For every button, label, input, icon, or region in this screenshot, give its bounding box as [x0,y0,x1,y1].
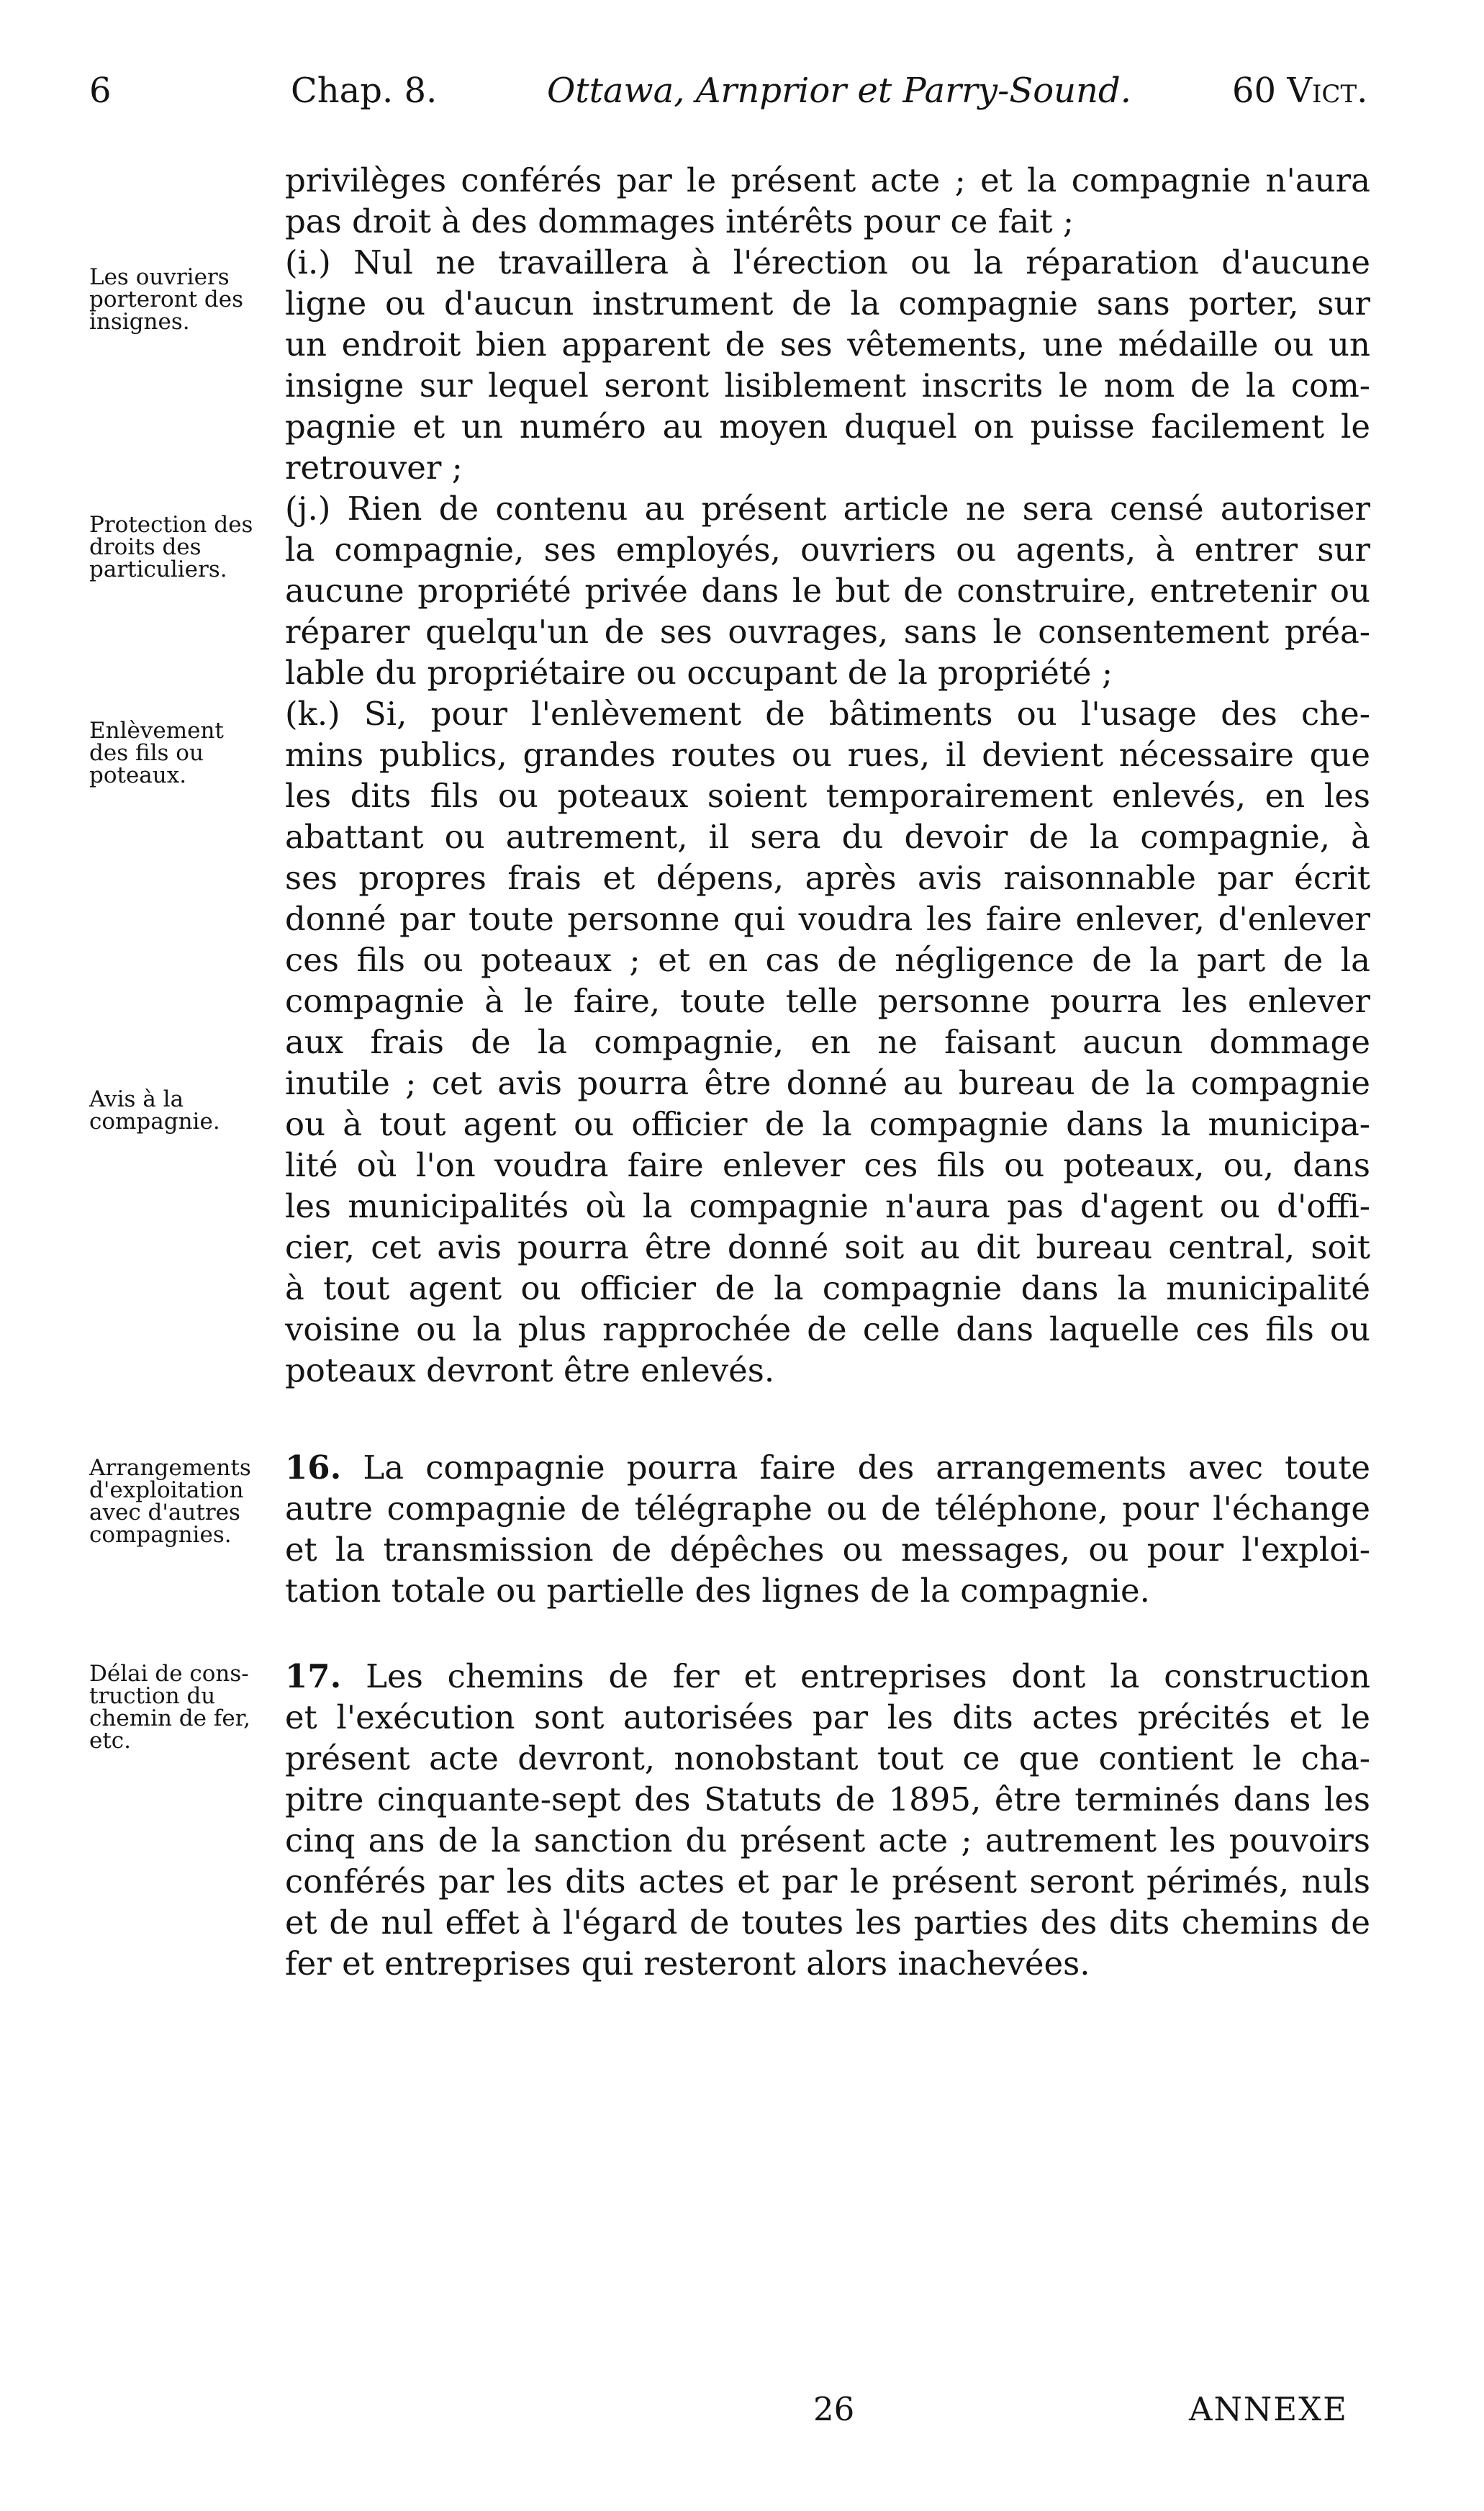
body-line: privilèges conférés par le présent acte ; et la compagnie n'aura [285,161,1370,199]
body-line: insigne sur lequel seront lisiblement inscrits le nom de la com- [285,366,1370,405]
margin-note-avis [89,1088,305,1133]
body-line: ces fils ou poteaux ; et en cas de négligence de la part de la [285,941,1370,979]
margin-note-line: Enlèvement [89,718,224,744]
margin-note-line: Les ouvriers [89,264,230,290]
section-number: 16. [285,1448,342,1487]
body-line [285,1656,1370,1697]
body-line: mins publics, grandes routes ou rues, il devient nécessaire que [285,736,1370,774]
body-line: aucune propriété privée dans le but de construire, entretenir ou [285,572,1370,610]
signature-number: 26 [813,2390,855,2428]
annexe-label: ANNEXE [1189,2390,1348,2428]
body-line: pas droit à des dommages intérêts pour ce fait ; [285,202,1074,240]
margin-note-line: compagnie. [89,1109,220,1135]
margin-note-line: Avis à la [89,1086,184,1112]
margin-note-protection [89,514,305,581]
body-line: poteaux devront être enlevés. [285,1351,775,1389]
body-line: lable du propriétaire ou occupant de la propriété ; [285,654,1113,692]
section-16 [285,1447,1370,1611]
margin-note-line: avec d'autres [89,1500,240,1525]
body-line: réparer quelqu'un de ses ouvrages, sans le consentement préa- [285,613,1370,651]
body-line: la compagnie, ses employés, ouvriers ou agents, à entrer sur [285,531,1370,569]
margin-note-line: chemin de fer, [89,1705,250,1731]
body-line: (i.) Nul ne travaillera à l'érection ou la réparation d'aucune [285,243,1370,281]
margin-note-line: etc. [89,1728,132,1754]
body-line: les dits fils ou poteaux soient temporairement enlevés, en les [285,777,1370,815]
body-text: Les chemins de fer et entreprises dont la construction [341,1657,1370,1695]
margin-note-line: Arrangements [89,1455,251,1481]
margin-note-line: poteaux. [89,762,187,788]
margin-note-line: des fils ou [89,740,204,766]
body-line: (k.) Si, pour l'enlèvement de bâtiments ou l'usage des che- [285,695,1370,733]
regnal-year: 60 Vict. [1232,71,1368,111]
margin-note-insignes [89,266,305,333]
body-line: donné par toute personne qui voudra les faire enlever, d'enlever [285,900,1370,938]
body-line: ou à tout agent ou officier de la compagnie dans la municipa- [285,1105,1370,1143]
running-title: Ottawa, Arnprior et Parry-Sound. [547,71,1131,111]
body-paragraphs-ijk [285,160,1370,1391]
body-line: fer et entreprises qui resteront alors inachevées. [285,1944,1090,1983]
body-line: abattant ou autrement, il sera du devoir de la compagnie, à [285,818,1370,856]
margin-note-line: droits des [89,534,202,560]
body-line: voisine ou la plus rapprochée de celle dans laquelle ces fils ou [285,1310,1370,1348]
body-line: et la transmission de dépêches ou messages, ou pour l'exploi- [285,1531,1370,1569]
page-number: 6 [89,71,112,111]
margin-note-enlevement [89,720,305,787]
body-line: cinq ans de la sanction du présent acte ; autrement les pouvoirs [285,1821,1370,1859]
margin-note-line: Délai de cons- [89,1661,249,1687]
margin-note-line: compagnies. [89,1522,232,1548]
margin-note-line: d'exploitation [89,1477,244,1503]
body-line: conférés par les dits actes et par le présent seront périmés, nuls [285,1862,1370,1901]
body-line: autre compagnie de télégraphe ou de téléphone, pour l'échange [285,1489,1370,1528]
margin-note-delai [89,1663,305,1752]
margin-note-arrangements [89,1457,305,1546]
section-number: 17. [285,1657,342,1695]
chapter-label: Chap. 8. [291,71,438,111]
body-line: cier, cet avis pourra être donné soit au dit bureau central, soit [285,1228,1370,1266]
body-line: lité où l'on voudra faire enlever ces fils ou poteaux, ou, dans [285,1146,1370,1184]
margin-note-line: insignes. [89,309,190,335]
body-line: tation totale ou partielle des lignes de la compagnie. [285,1572,1150,1610]
body-line: inutile ; cet avis pourra être donné au bureau de la compagnie [285,1064,1370,1102]
body-line: à tout agent ou officier de la compagnie dans la municipalité [285,1269,1370,1307]
body-line: compagnie à le faire, toute telle personne pourra les enlever [285,982,1370,1020]
body-text: La compagnie pourra faire des arrangements avec toute [341,1448,1370,1487]
body-line: un endroit bien apparent de ses vêtements, une médaille ou un [285,325,1370,364]
margin-note-line: truction du [89,1683,216,1709]
body-line: ses propres frais et dépens, après avis raisonnable par écrit [285,859,1370,897]
body-line: et l'exécution sont autorisées par les dits actes précités et le [285,1698,1370,1736]
body-line: les municipalités où la compagnie n'aura pas d'agent ou d'offi- [285,1187,1370,1225]
body-line: présent acte devront, nonobstant tout ce que contient le cha- [285,1739,1370,1777]
margin-note-line: Protection des [89,512,253,538]
body-line: pitre cinquante-sept des Statuts de 1895, être terminés dans les [285,1780,1370,1818]
section-17 [285,1656,1370,1984]
margin-note-line: porteront des [89,287,243,312]
body-line: retrouver ; [285,448,463,487]
body-line [285,1447,1370,1488]
body-line: pagnie et un numéro au moyen duquel on puisse facilement le [285,407,1370,446]
body-line: (j.) Rien de contenu au présent article ne sera censé autoriser [285,490,1370,528]
margin-note-line: particuliers. [89,556,227,582]
body-line: aux frais de la compagnie, en ne faisant aucun dommage [285,1023,1370,1061]
body-line: ligne ou d'aucun instrument de la compagnie sans porter, sur [285,284,1370,323]
body-line: et de nul effet à l'égard de toutes les parties des dits chemins de [285,1903,1370,1942]
